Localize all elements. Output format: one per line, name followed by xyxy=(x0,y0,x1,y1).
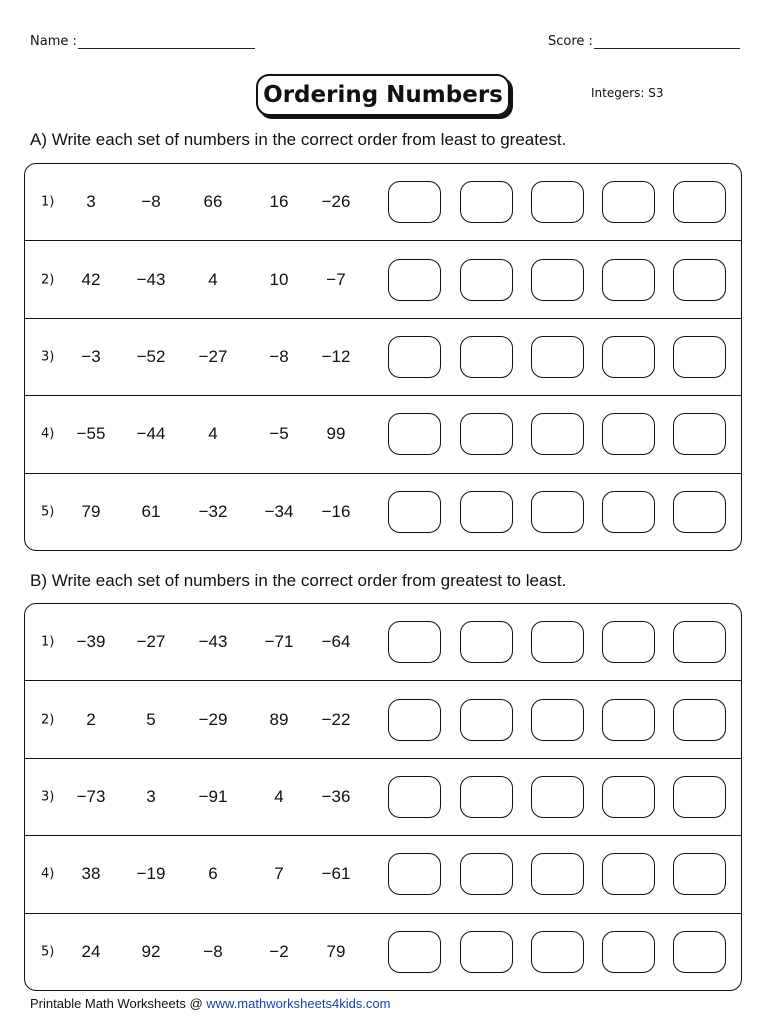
number-value: 10 xyxy=(269,269,289,289)
answer-box[interactable] xyxy=(388,621,441,663)
number-value: −22 xyxy=(321,709,351,729)
answer-box[interactable] xyxy=(531,259,584,301)
answer-box[interactable] xyxy=(531,336,584,378)
score-label: Score : xyxy=(548,34,593,49)
answer-box[interactable] xyxy=(673,336,726,378)
number-value: −29 xyxy=(198,709,228,729)
number-value: 4 xyxy=(208,269,218,289)
answer-box[interactable] xyxy=(388,776,441,818)
answer-box[interactable] xyxy=(460,181,513,223)
problem-number: 4) xyxy=(41,426,55,442)
answer-box[interactable] xyxy=(602,336,655,378)
number-value: −44 xyxy=(136,424,166,444)
section-b-problem-row xyxy=(25,914,741,991)
number-value: 42 xyxy=(81,269,101,289)
answer-box[interactable] xyxy=(673,259,726,301)
page-title xyxy=(256,74,510,116)
number-value: −39 xyxy=(76,632,106,652)
number-value: −52 xyxy=(136,346,166,366)
answer-box[interactable] xyxy=(460,931,513,973)
number-value: 16 xyxy=(269,192,289,212)
answer-box[interactable] xyxy=(602,621,655,663)
section-a-problem-row xyxy=(25,164,741,241)
problem-number: 3) xyxy=(41,349,55,365)
answer-box[interactable] xyxy=(602,491,655,533)
answer-box[interactable] xyxy=(460,853,513,895)
number-value: −73 xyxy=(76,786,106,806)
number-value: 5 xyxy=(146,709,156,729)
answer-box[interactable] xyxy=(602,259,655,301)
number-value: −71 xyxy=(264,632,294,652)
number-value: −2 xyxy=(269,942,289,962)
answer-box[interactable] xyxy=(602,931,655,973)
name-field-line[interactable] xyxy=(78,48,255,49)
section-a-instruction: A) Write each set of numbers in the correct order from least to greatest. xyxy=(30,130,567,149)
section-b-problem-row xyxy=(25,604,741,681)
problem-number: 1) xyxy=(41,194,55,210)
problem-number: 5) xyxy=(41,944,55,960)
number-value: −3 xyxy=(81,346,101,366)
name-label: Name : xyxy=(30,34,77,49)
answer-box[interactable] xyxy=(460,413,513,455)
answer-box[interactable] xyxy=(460,491,513,533)
number-value: −34 xyxy=(264,502,294,522)
problem-number: 2) xyxy=(41,272,55,288)
answer-box[interactable] xyxy=(388,181,441,223)
number-value: 4 xyxy=(274,786,284,806)
answer-box[interactable] xyxy=(460,699,513,741)
number-value: 7 xyxy=(274,864,284,884)
answer-box[interactable] xyxy=(460,621,513,663)
answer-box[interactable] xyxy=(673,621,726,663)
answer-box[interactable] xyxy=(388,336,441,378)
section-b-problem-row xyxy=(25,759,741,836)
section-a-problem-row xyxy=(25,396,741,473)
problem-number: 1) xyxy=(41,634,55,650)
number-value: −43 xyxy=(136,269,166,289)
problem-number: 4) xyxy=(41,866,55,882)
answer-box[interactable] xyxy=(531,491,584,533)
number-value: 79 xyxy=(326,942,346,962)
number-value: 24 xyxy=(81,942,101,962)
answer-box[interactable] xyxy=(388,413,441,455)
answer-box[interactable] xyxy=(673,853,726,895)
number-value: −36 xyxy=(321,786,351,806)
answer-box[interactable] xyxy=(460,336,513,378)
answer-box[interactable] xyxy=(531,413,584,455)
answer-box[interactable] xyxy=(531,699,584,741)
answer-box[interactable] xyxy=(460,259,513,301)
problem-number: 2) xyxy=(41,712,55,728)
answer-box[interactable] xyxy=(388,491,441,533)
number-value: 3 xyxy=(86,192,96,212)
number-value: −55 xyxy=(76,424,106,444)
answer-box[interactable] xyxy=(388,699,441,741)
section-a-problem-row xyxy=(25,241,741,318)
section-a-problem-row xyxy=(25,474,741,551)
answer-box[interactable] xyxy=(531,181,584,223)
answer-box[interactable] xyxy=(602,853,655,895)
answer-box[interactable] xyxy=(460,776,513,818)
number-value: 66 xyxy=(203,192,223,212)
answer-box[interactable] xyxy=(602,699,655,741)
number-value: −5 xyxy=(269,424,289,444)
number-value: −43 xyxy=(198,632,228,652)
section-a-panel xyxy=(24,163,742,551)
answer-box[interactable] xyxy=(531,621,584,663)
worksheet-subtitle: Integers: S3 xyxy=(591,86,664,100)
number-value: −64 xyxy=(321,632,351,652)
number-value: −7 xyxy=(326,269,346,289)
number-value: −27 xyxy=(198,346,228,366)
section-b-problem-row xyxy=(25,681,741,758)
answer-box[interactable] xyxy=(531,776,584,818)
number-value: 3 xyxy=(146,786,156,806)
answer-box[interactable] xyxy=(673,699,726,741)
number-value: −26 xyxy=(321,192,351,212)
footer-link[interactable]: www.mathworksheets4kids.com xyxy=(206,996,391,1011)
problem-number: 3) xyxy=(41,789,55,805)
number-value: −8 xyxy=(203,942,223,962)
answer-box[interactable] xyxy=(673,776,726,818)
answer-box[interactable] xyxy=(602,776,655,818)
answer-box[interactable] xyxy=(388,259,441,301)
number-value: 6 xyxy=(208,864,218,884)
answer-box[interactable] xyxy=(673,491,726,533)
answer-box[interactable] xyxy=(602,181,655,223)
number-value: −19 xyxy=(136,864,166,884)
number-value: −8 xyxy=(141,192,161,212)
number-value: 79 xyxy=(81,502,101,522)
number-value: −8 xyxy=(269,346,289,366)
section-b-instruction: B) Write each set of numbers in the correct order from greatest to least. xyxy=(30,571,567,590)
problem-number: 5) xyxy=(41,504,55,520)
score-field-line[interactable] xyxy=(594,48,740,49)
number-value: 38 xyxy=(81,864,101,884)
number-value: 61 xyxy=(141,502,161,522)
number-value: −12 xyxy=(321,346,351,366)
answer-box[interactable] xyxy=(673,181,726,223)
section-a-problem-row xyxy=(25,319,741,396)
number-value: 2 xyxy=(86,709,96,729)
number-value: 99 xyxy=(326,424,346,444)
number-value: 89 xyxy=(269,709,289,729)
answer-box[interactable] xyxy=(531,853,584,895)
number-value: 92 xyxy=(141,942,161,962)
page-title-text: Ordering Numbers xyxy=(263,82,503,108)
answer-box[interactable] xyxy=(388,853,441,895)
number-value: −16 xyxy=(321,502,351,522)
number-value: −32 xyxy=(198,502,228,522)
section-b-panel xyxy=(24,603,742,991)
answer-box[interactable] xyxy=(673,413,726,455)
answer-box[interactable] xyxy=(388,931,441,973)
number-value: −27 xyxy=(136,632,166,652)
answer-box[interactable] xyxy=(602,413,655,455)
section-b-problem-row xyxy=(25,836,741,913)
footer xyxy=(30,996,390,1011)
answer-box[interactable] xyxy=(531,931,584,973)
footer-text: Printable Math Worksheets @ xyxy=(30,996,207,1011)
number-value: −91 xyxy=(198,786,228,806)
number-value: 4 xyxy=(208,424,218,444)
answer-box[interactable] xyxy=(673,931,726,973)
number-value: −61 xyxy=(321,864,351,884)
